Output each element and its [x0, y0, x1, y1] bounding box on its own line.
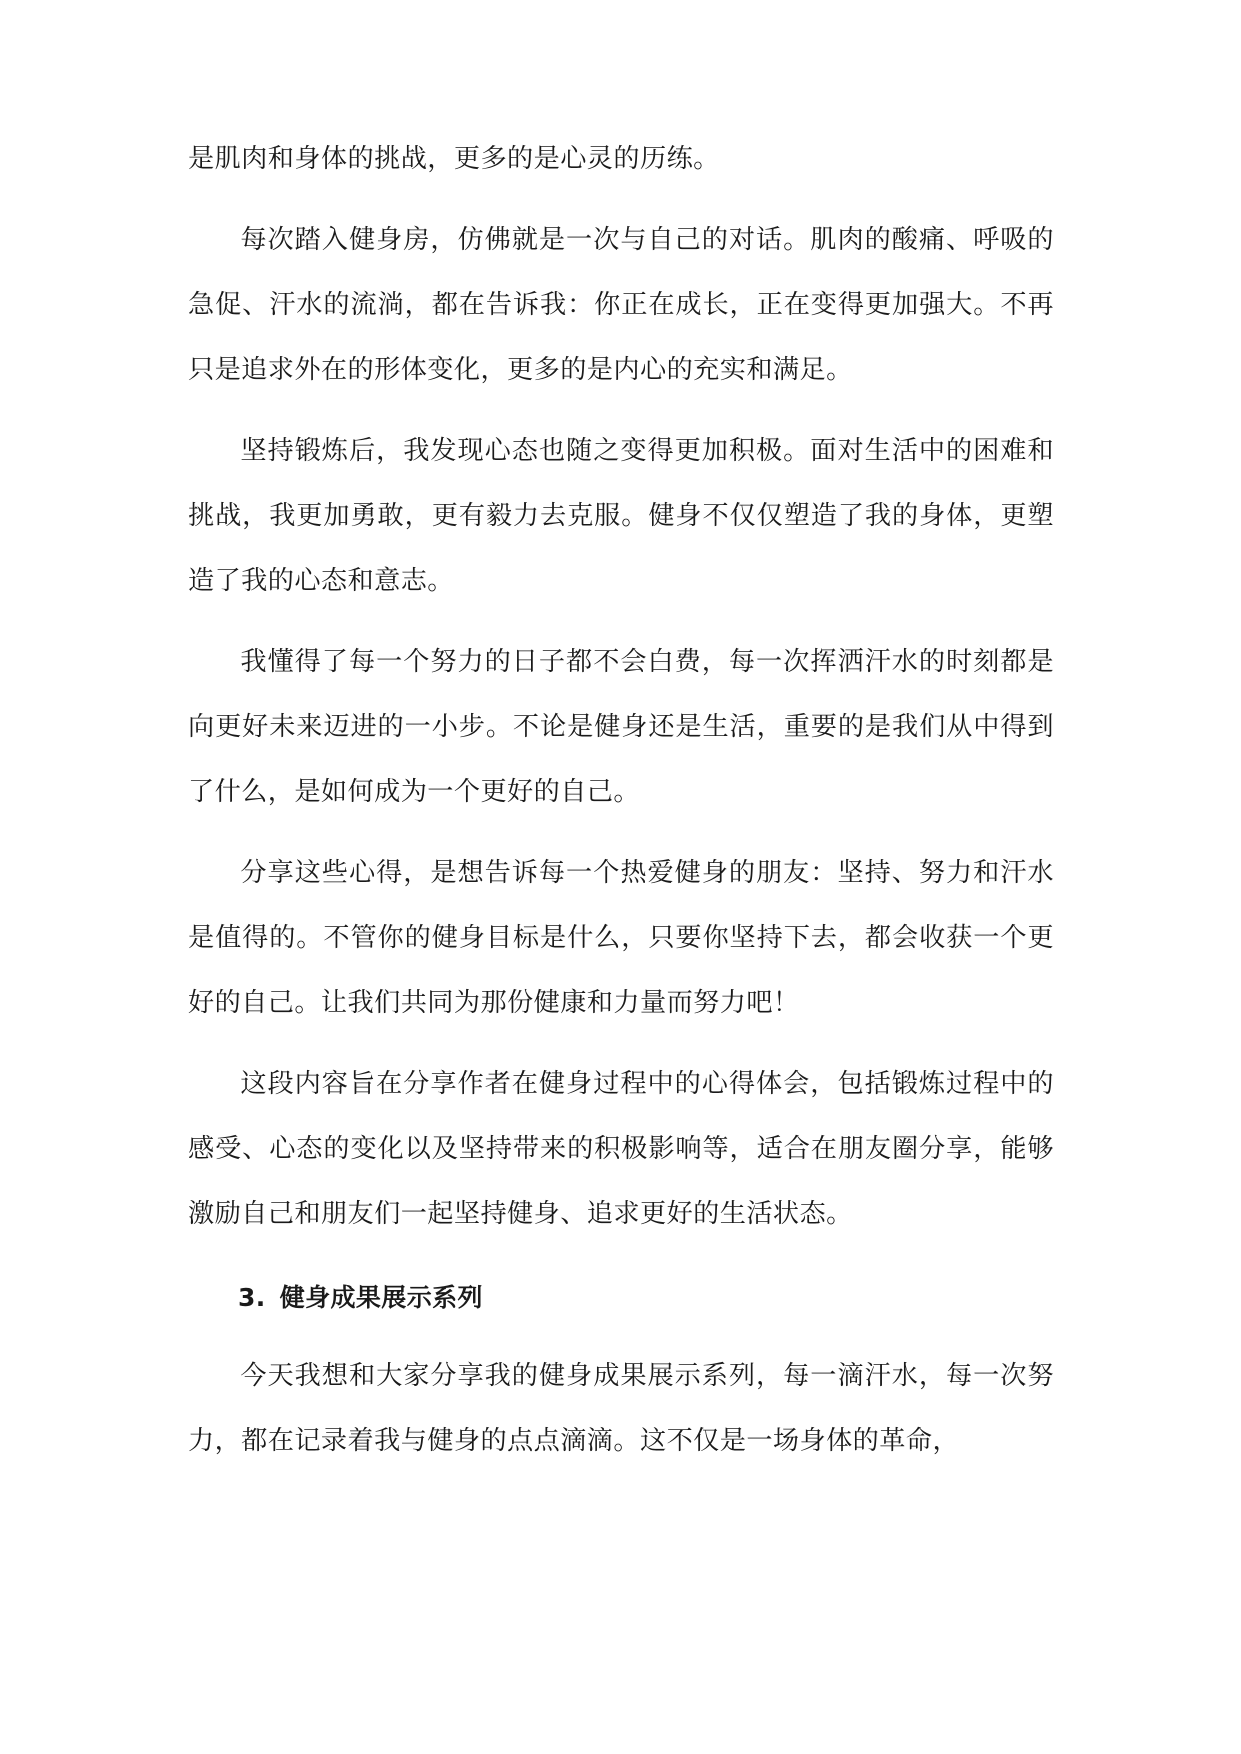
paragraph: 今天我想和大家分享我的健身成果展示系列，每一滴汗水，每一次努力，都在记录着我与健身的点点滴滴。这不仅是一场身体的革命， [188, 1361, 1054, 1456]
section-number: 3. [238, 1283, 266, 1312]
paragraph: 这段内容旨在分享作者在健身过程中的心得体会，包括锻炼过程中的感受、心态的变化以及坚持带来的积极影响等，适合在朋友圈分享，能够激励自己和朋友们一起坚持健身、追求更好的生活状态。 [188, 1069, 1054, 1229]
paragraph: 每次踏入健身房，仿佛就是一次与自己的对话。肌肉的酸痛、呼吸的急促、汗水的流淌，都在告诉我：你正在成长，正在变得更加强大。不再只是追求外在的形体变化，更多的是内心的充实和满足。 [188, 225, 1054, 385]
section-heading [188, 1265, 1054, 1330]
document-page [188, 127, 1054, 1490]
paragraph: 是肌肉和身体的挑战，更多的是心灵的历练。 [188, 144, 720, 174]
paragraph: 分享这些心得，是想告诉每一个热爱健身的朋友：坚持、努力和汗水是值得的。不管你的健身目标是什么，只要你坚持下去，都会收获一个更好的自己。让我们共同为那份健康和力量而努力吧！ [188, 858, 1054, 1018]
section-title: 健身成果展示系列 [279, 1283, 483, 1312]
paragraph: 我懂得了每一个努力的日子都不会白费，每一次挥洒汗水的时刻都是向更好未来迈进的一小步。不论是健身还是生活，重要的是我们从中得到了什么，是如何成为一个更好的自己。 [188, 647, 1054, 807]
paragraph: 坚持锻炼后，我发现心态也随之变得更加积极。面对生活中的困难和挑战，我更加勇敢，更有毅力去克服。健身不仅仅塑造了我的身体，更塑造了我的心态和意志。 [188, 436, 1054, 596]
